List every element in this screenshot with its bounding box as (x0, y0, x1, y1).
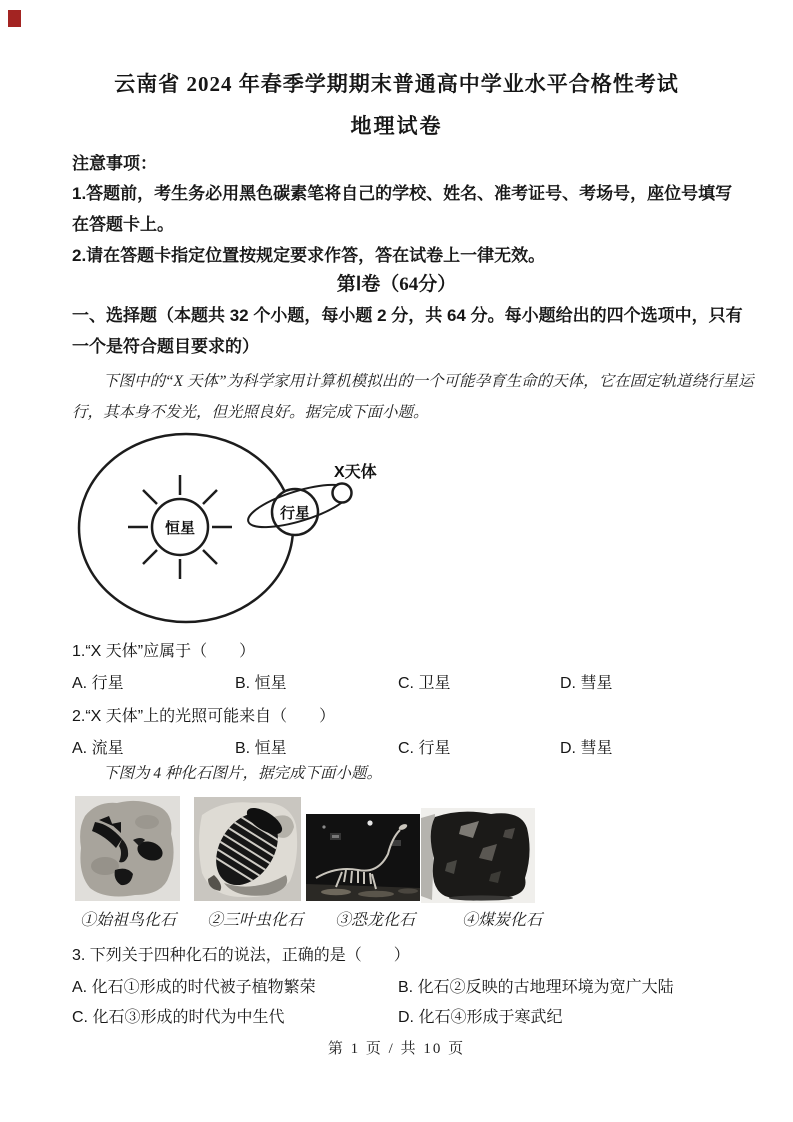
question-1-options (72, 670, 763, 690)
q2-option-c: C. 行星 (398, 740, 451, 757)
fossil-image-archaeopteryx (75, 796, 180, 901)
fossil-image-dinosaur (306, 814, 420, 901)
q1-option-b: B. 恒星 (235, 675, 287, 692)
q3-option-b: B. 化石②反映的古地理环境为宽广大陆 (398, 979, 674, 996)
passage-fossils: 下图为 4 种化石图片，据完成下面小题。 (103, 765, 383, 782)
star-label: 恒星 (164, 520, 196, 537)
q2-option-a: A. 流星 (72, 740, 124, 757)
q2-option-b: B. 恒星 (235, 740, 287, 757)
x-body-circle (333, 484, 352, 503)
q1-option-d: D. 彗星 (560, 675, 613, 692)
question-1-stem: 1.“X 天体”应属于（ ） (72, 643, 256, 660)
star-system-diagram (62, 430, 407, 630)
q1-option-a: A. 行星 (72, 675, 124, 692)
fossil-image-coal (421, 808, 535, 903)
star-system-svg (62, 430, 407, 630)
fossil-label-2: ②三叶虫化石 (207, 912, 304, 929)
notice-heading: 注意事项： (72, 154, 157, 173)
fossil-label-3: ③恐龙化石 (335, 912, 416, 929)
page-subtitle: 地理试卷 (350, 114, 443, 138)
x-body-label: X天体 (334, 464, 377, 481)
volume-heading: 第Ⅰ卷（64分） (336, 274, 457, 295)
page-title: 云南省 2024 年春季学期期末普通高中学业水平合格性考试 (114, 72, 679, 96)
fossil-image-trilobite (194, 797, 301, 901)
passage-x-body: 下图中的“X 天体”为科学家用计算机模拟出的一个可能孕育生命的天体，它在固定轨道绕行星运行，其本身不发光，但光照良好。据完成下面小题。 (72, 373, 754, 421)
fossil-label-1: ①始祖鸟化石 (80, 912, 177, 929)
q3-option-c: C. 化石③形成的时代为中生代 (72, 1009, 285, 1026)
question-3-options-row-1 (72, 974, 763, 994)
question-3-stem: 3. 下列关于四种化石的说法，正确的是（ ） (72, 947, 410, 964)
question-3-options-row-2 (72, 1004, 763, 1024)
red-corner-mark (8, 10, 21, 27)
fossil-label-4: ④煤炭化石 (462, 912, 543, 929)
question-2-options (72, 735, 763, 755)
page-number: 第 1 页 / 共 10 页 (327, 1041, 466, 1057)
q3-option-a: A. 化石①形成的时代被子植物繁荣 (72, 979, 316, 996)
section-heading: 一、选择题（本题共 32 个小题，每小题 2 分，共 64 分。每小题给出的四个选项中，只有一个是符合题目要求的） (72, 306, 743, 356)
question-2-stem: 2.“X 天体”上的光照可能来自（ ） (72, 708, 336, 725)
q2-option-d: D. 彗星 (560, 740, 613, 757)
q3-option-d: D. 化石④形成于寒武纪 (398, 1009, 563, 1026)
planet-label: 行星 (279, 505, 311, 522)
notice-item-2: 2.请在答题卡指定位置按规定要求作答，答在试卷上一律无效。 (72, 246, 546, 265)
notice-item-1: 1.答题前，考生务必用黑色碳素笔将自己的学校、姓名、准考证号、考场号，座位号填写在答题卡上。 (72, 184, 733, 234)
q1-option-c: C. 卫星 (398, 675, 451, 692)
